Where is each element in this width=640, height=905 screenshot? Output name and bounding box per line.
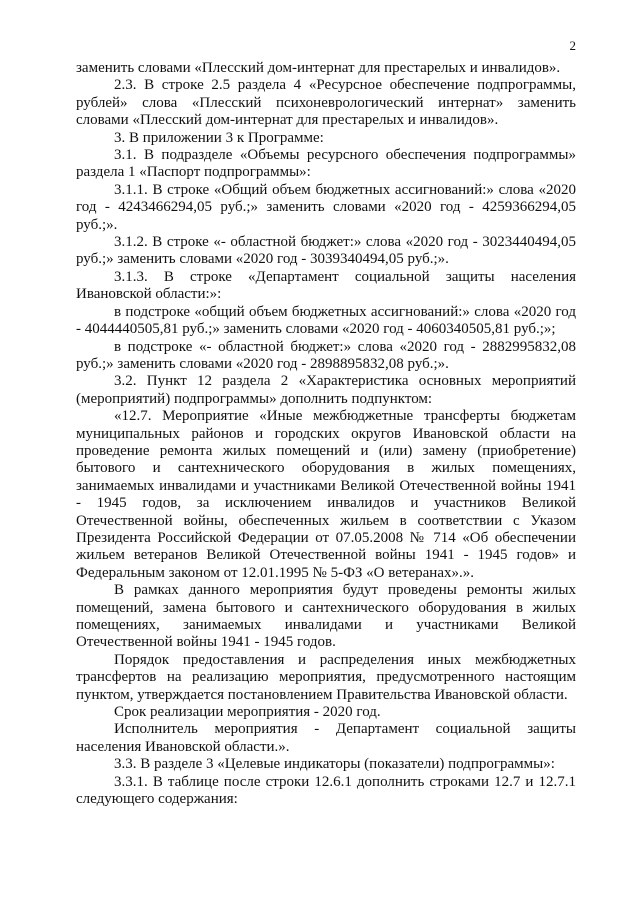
paragraph-3-2: 3.2. Пункт 12 раздела 2 «Характеристика основных мероприятий (мероприятий) подпрограммы» дополнить подпунктом: xyxy=(76,373,576,407)
paragraph-substring-total: в подстроке «общий объем бюджетных ассигнований:» слова «2020 год - 4044440505,81 руб.;» заменить словами «2020 год - 4060340505,81 руб.;»; xyxy=(76,303,576,338)
paragraph-substring-regional: в подстроке «- областной бюджет:» слова «2020 год - 2882995832,08 руб.;» заменить словами «2020 год - 2898895832,08 руб.;». xyxy=(76,338,576,372)
paragraph-term: Срок реализации мероприятия - 2020 год. xyxy=(114,704,381,721)
paragraph-continuation: заменить словами «Плесский дом-интернат для престарелых и инвалидов». xyxy=(76,60,561,76)
paragraph-3-1-1: 3.1.1. В строке «Общий объем бюджетных ассигнований:» слова «2020 год - 4243466294,05 руб.;» заменить словами «2020 год - 4259366294,05 руб.;». xyxy=(76,181,576,233)
paragraph-3-3-1: 3.3.1. В таблице после строки 12.6.1 дополнить строками 12.7 и 12.7.1 следующего содержания: xyxy=(76,773,576,808)
paragraph-transfer-order: Порядок предоставления и распределения иных межбюджетных трансфертов на реализацию мероприятия, предусмотренного настоящим пунктом, утверждается постановлением Правительства Ивановской области. xyxy=(76,651,576,703)
paragraph-2-3: 2.3. В строке 2.5 раздела 4 «Ресурсное обеспечение подпрограммы, рублей» слова «Плесский психоневрологический интернат» заменить словами «Плесский дом-интернат для престарелых и инвалидов». xyxy=(76,77,576,129)
document-body xyxy=(76,60,576,808)
paragraph-3-1-3: 3.1.3. В строке «Департамент социальной защиты населения Ивановской области:»: xyxy=(76,268,576,303)
paragraph-3-1-2: 3.1.2. В строке «- областной бюджет:» слова «2020 год - 3023440494,05 руб.;» заменить словами «2020 год - 3039340494,05 руб.;». xyxy=(76,234,576,268)
paragraph-3: 3. В приложении 3 к Программе: xyxy=(114,129,324,146)
page-number: 2 xyxy=(569,38,576,53)
paragraph-12-7: «12.7. Мероприятие «Иные межбюджетные трансферты бюджетам муниципальных районов и городских округов Ивановской области на проведение ремонта жилых помещений и (или) замену (приобретение) бытового и сантехнического оборудования в жилых помещениях, занимаемых инвалидами и участниками Великой Отечественной войны 1941 - 1945 годов, за исключением инвалидов и участников Великой Отечественной войны, обеспеченных жильем в соответствии с Указом Президента Российской Федерации от 07.05.2008 № 714 «Об обеспечении жильем ветеранов Великой Отечественной войны 1941 - 1945 годов» и Федеральным законом от 12.01.1995 № 5-ФЗ «О ветеранах».». xyxy=(76,408,576,581)
paragraph-executor: Исполнитель мероприятия - Департамент социальной защиты населения Ивановской области.». xyxy=(76,721,576,755)
paragraph-activity-scope: В рамках данного мероприятия будут проведены ремонты жилых помещений, замена бытового и сантехнического оборудования в жилых помещениях, занимаемых инвалидами и участниками Великой Отечественной войны 1941 - 1945 годов. xyxy=(76,582,576,651)
paragraph-3-1: 3.1. В подразделе «Объемы ресурсного обеспечения подпрограммы» раздела 1 «Паспорт подпрограммы»: xyxy=(76,147,576,181)
paragraph-3-3: 3.3. В разделе 3 «Целевые индикаторы (показатели) подпрограммы»: xyxy=(114,756,555,773)
